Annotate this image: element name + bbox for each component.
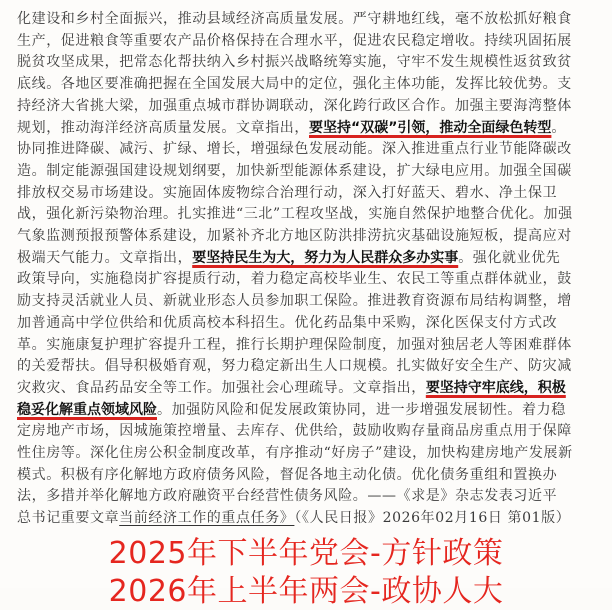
article-line: 法，多措并举化解地方政府融资平台经营性债务风险。——《求是》杂志发表习近平 <box>17 488 558 505</box>
article-line: 气象监测预报预警体系建设，加紧补齐北方地区防洪排涝抗灾基础设施短板，提高应对 <box>17 228 572 244</box>
line-text: 规划，推动海洋经济高质量发展。文章指出， <box>17 119 309 136</box>
line-text: 灾救灾、食品药品安全等工作。加强社会心理疏导。文章指出， <box>17 379 426 396</box>
line-text: 总书记重要文章 <box>17 510 120 527</box>
article-line: 脱贫攻坚成果，把常态化帮扶纳入乡村振兴战略统筹实施，守牢不发生规模性返贫致贫 <box>17 54 572 71</box>
article-line: 定房地产市场，因城施策控增量、去库存、优供给，鼓励收购存量商品房重点用于保障 <box>17 423 572 440</box>
article-line: 化建设和乡村全面振兴，推动县域经济高质量发展。严守耕地红线，毫不放松抓好粮食 <box>17 11 572 27</box>
article-line <box>17 377 566 399</box>
key-point-highlight: 要坚持“双碳”引领，推动全面绿色转型 <box>309 119 552 136</box>
article-line: 持经济大省挑大梁，加强重点城市群协调联动，深化跨行政区合作。加强主要海湾整体 <box>17 97 572 114</box>
line-text: 。强化就业优先 <box>458 249 561 266</box>
line-text: 。加强防风险和促发展政策协同，进一步增强发展韧性。着力稳 <box>157 401 566 418</box>
article-line: 模式。积极有序化解地方政府债务风险，督促各地主动化债。优化债务重组和置换办 <box>17 466 558 483</box>
line-text: （《人民日报》2026年02月16日 第01版） <box>294 510 571 527</box>
article-line: 排放权交易市场建设。实施固体废物综合治理行动，深入打好蓝天、碧水、净土保卫 <box>17 184 558 201</box>
caption-line-2: 2026年上半年两会-政协人大 <box>108 574 504 609</box>
article-line: 励支持灵活就业人员、新就业形态人员参加职工保险。推进教育资源布局结构调整，增 <box>17 293 572 310</box>
article-line <box>17 399 566 421</box>
key-point-highlight: 要坚持民生为大，努力为人民群众多办实事 <box>192 249 459 266</box>
article-line: 性住房等。深化住房公积金制度改革，有序推动“好房子”建设，加快构建房地产发展新 <box>17 445 573 461</box>
article-line: 生产，促进粮食等重要农产品价格保持在合理水平，促进农民稳定增收。持续巩固拓展 <box>17 32 572 49</box>
article-title-ref: 当前经济工作的重点任务》 <box>119 510 295 527</box>
article-line: 革。实施康复护理扩容提升工程，推行长期护理保险制度，加强对独居老人等困难群体 <box>17 336 572 353</box>
article-line <box>17 247 560 269</box>
article-line <box>17 117 566 139</box>
line-text: 。 <box>551 119 567 136</box>
article-line: 加普通高中学位供给和优质高校本科招生。优化药品集中采购，深化医保支付方式改 <box>17 314 558 331</box>
article-line <box>17 507 570 529</box>
article-line: 底线。各地区要准确把握在全国发展大局中的定位，强化主体功能，发挥比较优势。支 <box>17 76 572 93</box>
key-point-highlight: 稳妥化解重点领域风险 <box>17 401 157 418</box>
article-line: 协同推进降碳、减污、扩绿、增长，增强绿色发展动能。深入推进重点行业节能降碳改 <box>17 141 572 158</box>
key-point-highlight: 要坚持守牢底线，积极 <box>425 379 566 396</box>
article-line: 战，强化新污染物治理。扎实推进“三北”工程攻坚战，实施自然保护地整合优化。加强 <box>17 206 573 223</box>
article-line: 政策导向，实施稳岗扩容提质行动，着力稳定高校毕业生、农民工等重点群体就业，鼓 <box>17 271 572 288</box>
article-line: 造。制定能源强国建设规划纲要，加快新型能源体系建设，扩大绿电应用。加强全国碳 <box>17 162 572 179</box>
article-line: 的关爱帮扶。倡导积极婚育观，努力稳定新出生人口规模。扎实做好安全生产、防灾减 <box>17 358 572 375</box>
caption-line-1: 2025年下半年党会-方针政策 <box>108 536 504 571</box>
line-text: 极端天气能力。文章指出， <box>17 249 193 266</box>
